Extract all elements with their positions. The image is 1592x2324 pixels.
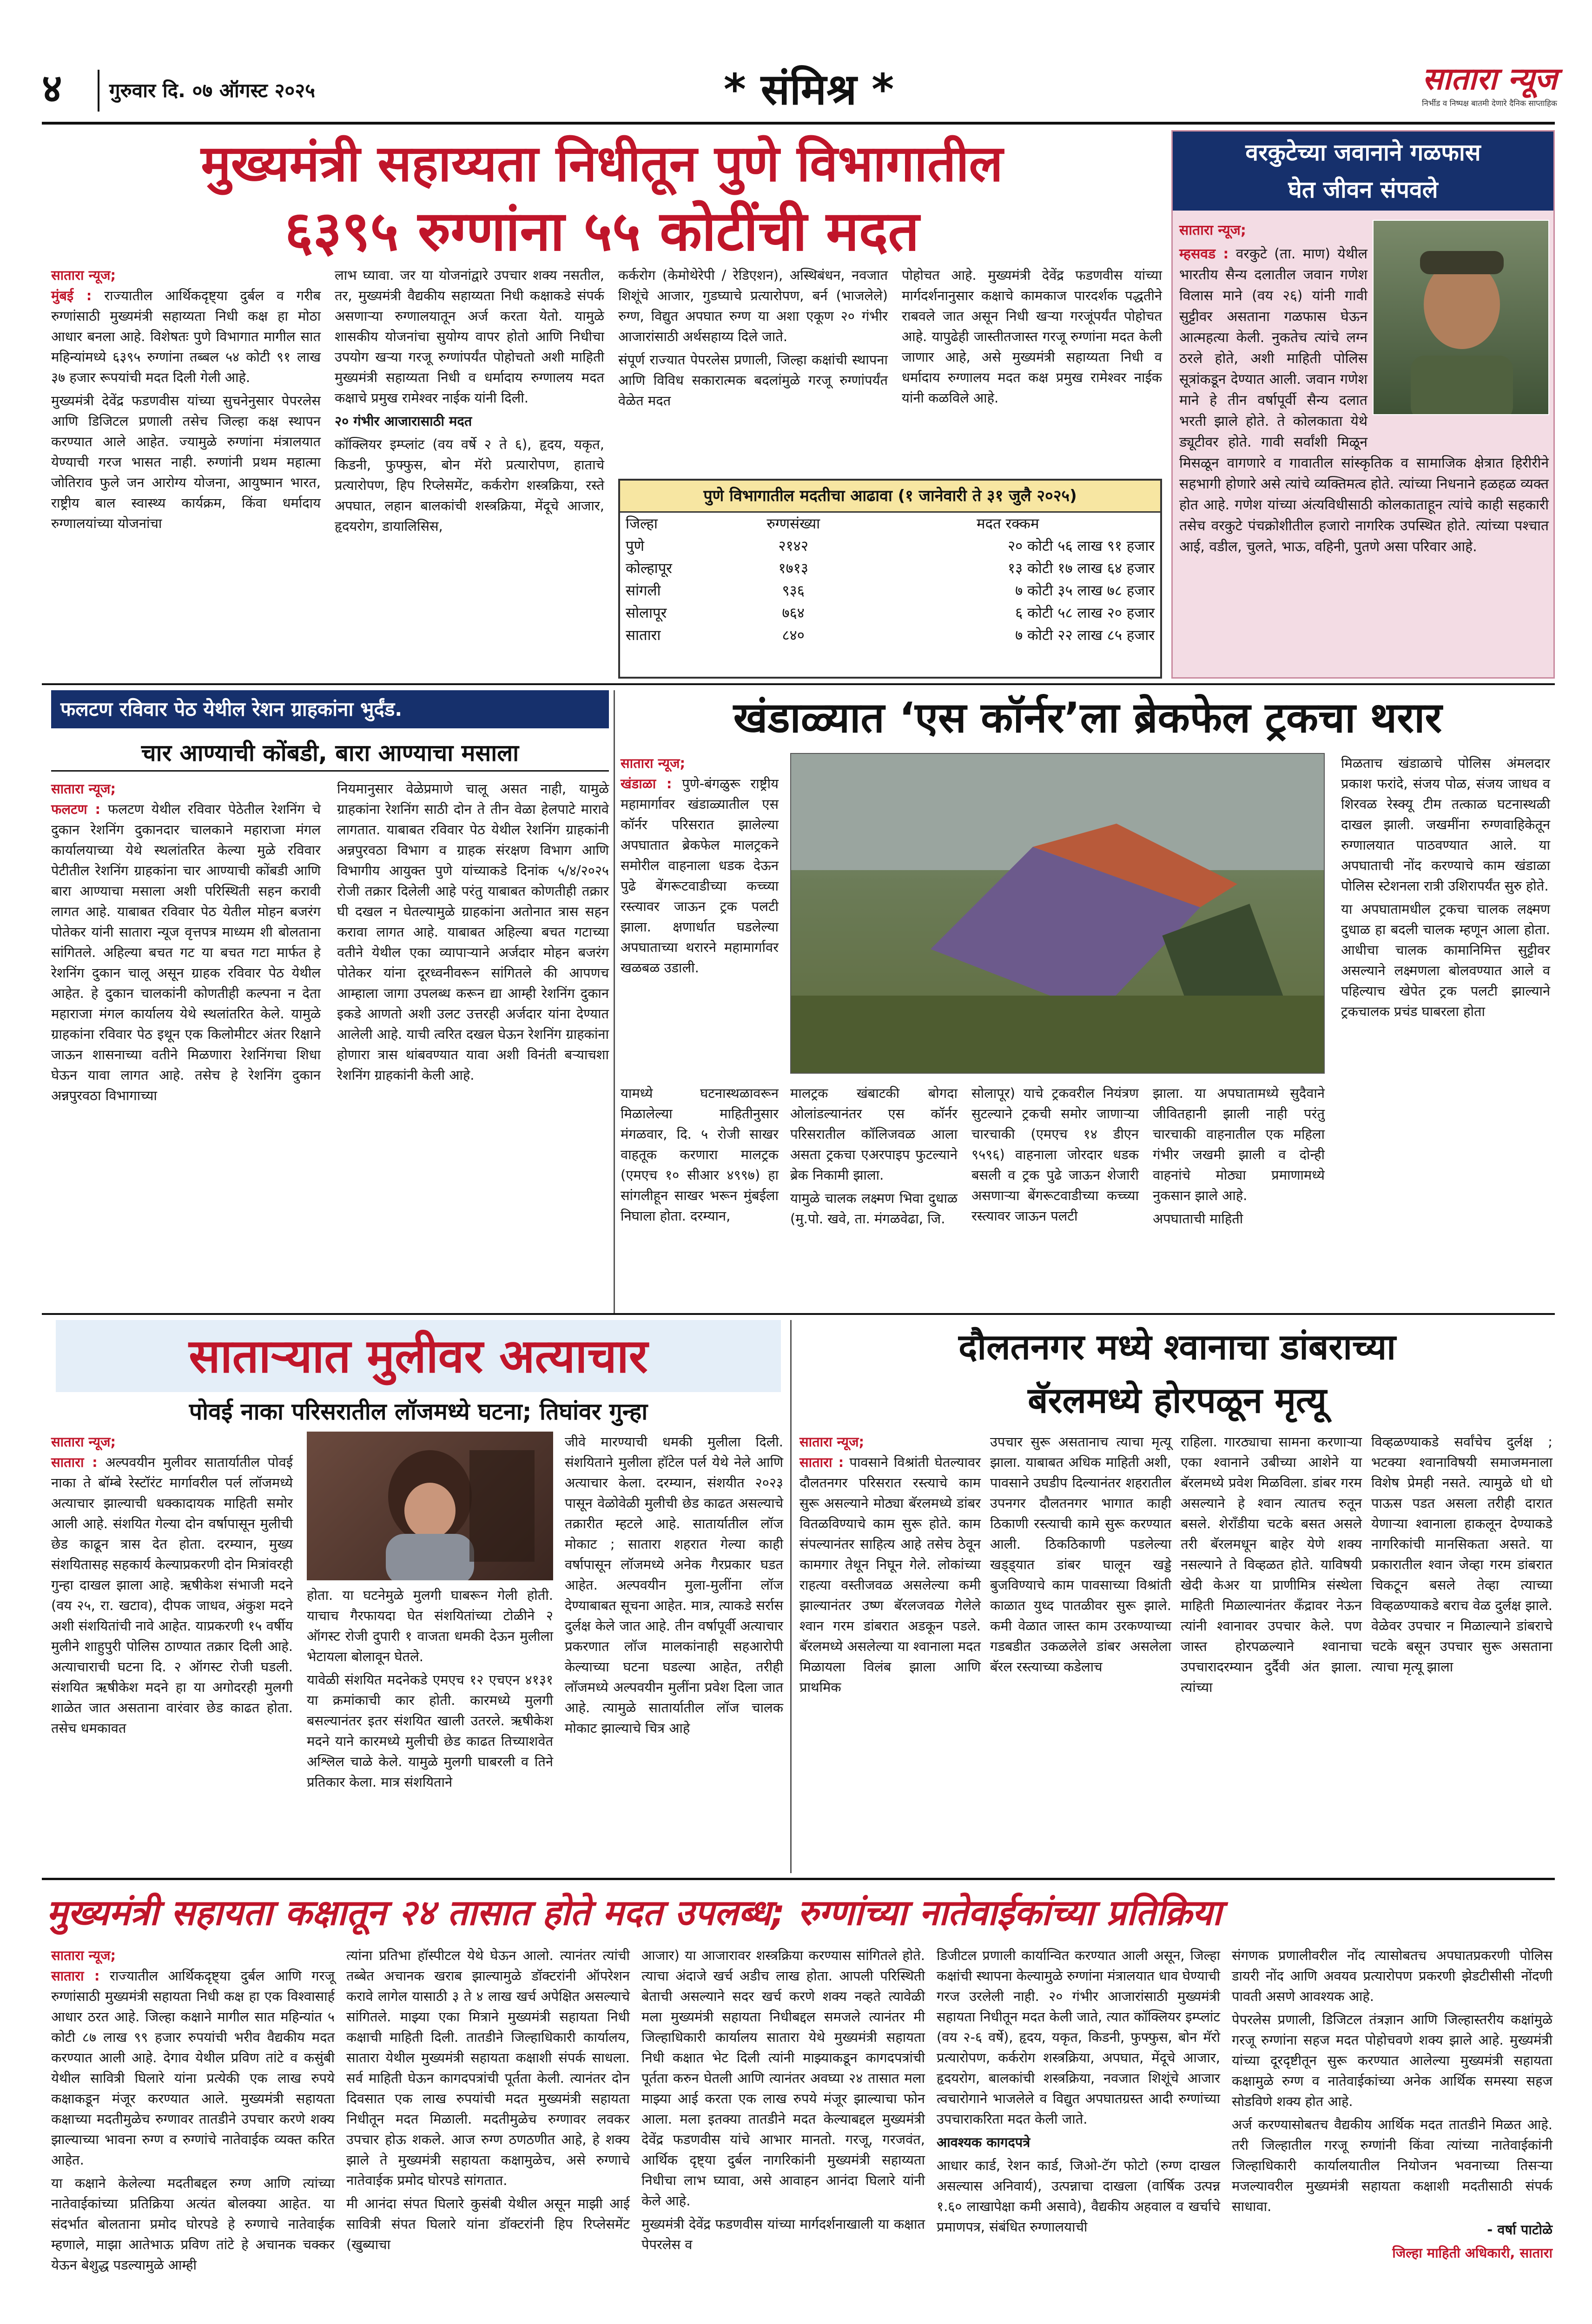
story6-column-2: उपचार सुरू असतानाच त्याचा मृत्यू झाला. याबाबत अधिक माहिती अशी, पावसाने उघडीप दिल्यानंतर शहरातील उपनगर दौलतनगर भागात काही ठिकाणी रस्त्याची कामे सुरू करण्यात आली. ठिकठिकाणी पडलेल्या खड्ड्यात डांबर घालून खड्डे बुजविण्याचे काम पावसाच्या विश्रांती काळात युध्द पातळीवर सुरू झाले. कमी वेळात जास्त काम उरकण्याच्या गडबडीत उकळलेले डांबर असलेला बॅरल रस्त्याच्या कडेलाच: [990, 1434, 1176, 1675]
table-row: सातारा ८४० ७ कोटी २२ लाख ८५ हजार: [626, 627, 1155, 644]
story3-column-2: नियमानुसार वेळेप्रमाणे चालू असत नाही, यामुळे ग्राहकांना रेशनिंग साठी दोन ते तीन वेळा हेलपाटे मारावे लागतात. याबाबत रविवार पेठ येथील रेशनिंग ग्राहकांनी अन्नपुरवठा विभाग व ग्राहक संरक्षण विभाग आणि विभागीय आयुक्त पुणे यांच्याकडे दिनांक ५/४/२०२५ रोजी तक्रार दिलेली आहे परंतु याबाबत कोणतीही तक्रार घी दखल न घेतल्यामुळे ग्राहकांना अतोनात त्रास सहन करावा लागत आहे. याबाबत अहिल्या बचत गटाच्या वतीने येथील एका व्यापाऱ्याने अर्जदार मोहन बजरंग पोतेकर यांना दूरध्वनीवरून सांगितले की आपणच आम्हाला जागा उपलब्ध करून द्या आम्ही रेशनिंग दुकान इकडे आणतो अशी उलट उत्तरही अर्जदार यांना देण्यात आलेली आहे. याची त्वरित दखल घेऊन रेशनिंग ग्राहकांना होणारा त्रास थांबवण्यात यावा अशी विनंती बऱ्याचशा रेशनिंग ग्राहकांनी केली आहे.: [337, 781, 614, 1083]
story4-column-3: सोलापूर) याचे ट्रकवरील नियंत्रण सुटल्याने ट्रकची समोर जाणाऱ्या चारचाकी (एमएच १४ डीएन ९५९६) वाहनाला जोरदार धडक बसली व ट्रक पुढे जाऊन शेजारी असणाऱ्या बेंगरूटवाडीच्या कच्च्या रस्त्यावर जाऊन पलटी: [971, 1085, 1143, 1224]
story3-headline: चार आण्याची कोंबडी, बारा आण्याचा मसाला: [51, 734, 609, 772]
story5-column-1: सातारा न्यूज; सातारा : अल्पवयीन मुलीवर सातार्यातील पोवई नाका ते बॉम्बे रेस्टॉरंट मार्गावरील पर्ल लॉजमध्ये अत्याचार झाल्याची धक्कादायक माहिती समोर आली आहे. संशयित गेल्या दोन वर्षापासून मुलीची छेड काढून त्रास देत होता. दरम्यान, मुख्य संशयितासह सहकार्य केल्याप्रकरणी दोन मित्रांवरही गुन्हा दाखल झाला आहे. ऋषीकेश संभाजी मदने (वय २५, रा. खटाव), दीपक जाधव, अंकुश मदने अशी संशयितांची नावे आहेत. याप्रकरणी १५ वर्षीय मुलीने शाहुपुरी पोलिस ठाण्यात तक्रार दिली आहे. अत्याचाराची घटना दि. २ ऑगस्ट रोजी घडली. संशयित ऋषीकेश मदने हा या अगोदरही मुलगी शाळेत जात असताना वारंवार छेड काढत होता. तसेच धमकावत: [51, 1434, 297, 1736]
overturned-truck-icon: [791, 754, 1325, 1074]
story5-headline: साताऱ्यात मुलीवर अत्याचार: [56, 1320, 781, 1392]
story4-column-4: झाला. या अपघातामध्ये सुदैवाने जीवितहानी झाली नाही परंतु चारचाकी वाहनातील एक महिला गंभीर जखमी झाली व दोन्ही वाहनांचे मोठ्या प्रमाणामध्ये नुकसान झाले आहे. अपघाताची माहिती: [1153, 1085, 1329, 1227]
author-title: जिल्हा माहिती अधिकारी, सातारा: [1392, 2245, 1552, 2261]
story5-column-3: जीवे मारण्याची धमकी मुलीला दिली. संशयिताने मुलीला हॉटेल पर्ल येथे नेले आणि अत्याचार केला. दरम्यान, संशयीत २०२३ पासून वेळोवेळी मुलीची छेड काढत असल्याचे तक्रारीत म्हटले आहे. सातार्यातील लॉज मोकाट ; सातारा शहरात गेल्या काही वर्षापासून लॉजमध्ये अनेक गैरप्रकार घडत आहेत. अल्पवयीन मुला-मुलींना लॉज देण्याबाबत सूचना आहेत. मात्र, त्याकडे सर्रास दुर्लक्ष केले जात आहे. तीन वर्षापूर्वी अत्याचार प्रकरणात लॉज मालकांनाही सहआरोपी केल्याच्या घटना घडल्या आहेत, तरीही लॉजमध्ये अल्पवयीन मुलींना प्रवेश दिला जात आहे. त्यामुळे सातार्यातील लॉज चालक मोकाट झाल्याचे चित्र आहे: [565, 1434, 788, 1736]
table-row: सांगली ९३६ ७ कोटी ३५ लाख ७८ हजार: [626, 582, 1155, 599]
story4-headline: खंडाळ्यात ‘एस कॉर्नर’ला ब्रेकफेल ट्रकचा थरार: [733, 693, 1442, 742]
truck-accident-photo: [790, 753, 1325, 1074]
story3-column-1: सातारा न्यूज; फलटण : फलटण येथील रविवार पेठेतील रेशनिंग चे दुकान रेशनिंग दुकानदार चालकाने महाराजा मंगल कार्यालयाच्या येथे स्थलांतरित केल्या मुळे रविवार पेटीतील रेशनिंग ग्राहकांना चार आण्याची कोंबडी आणि बारा आण्याचा मसाला अशी परिस्थिती सहन करावी लागत आहे. याबाबत रविवार पेठ येतील मोहन बजरंग पोतेकर यांनी सातारा न्यूज वृत्तपत्र माध्यम शी बोलताना सांगितले. अहिल्या बचत गट या बचत गटा मार्फत हे रेशनिंग दुकान चालू असून ग्राहक रविवार पेठ येथील आहेत. हे दुकान चालकांनी कोणतीही कल्पना न देता महाराजा मंगल कार्यालय येथे स्थलांतरित केले. यामुळे ग्राहकांना रविवार पेठ इथून एक किलोमीटर अंतर रिक्षाने जाऊन शासनाच्या वतीने मिळणारा रेशनिंगचा शिधा घेऊन यावा लागत आहे. तसेच हे रेशनिंग दुकान अन्नपुरवठा विभागाच्या: [51, 781, 325, 1103]
table-header-row: जिल्हा रुग्णसंख्या मदत रक्कम: [626, 515, 1039, 532]
author-name: - वर्षा पाटोळे: [1487, 2222, 1552, 2238]
story4-column-1: सातारा न्यूज; खंडाळा : पुणे-बंगळुरू राष्ट्रीय महामार्गावर खंडाळ्यातील एस कॉर्नर परिसरात झालेल्या अपघातात ब्रेकफेल मालट्रकने समोरील वाहनाला धडक देऊन पुढे बेंगरूटवाडीच्या कच्च्या रस्त्यावर जाऊन ट्रक पलटी झाला. क्षणार्धात घडलेल्या अपघाताच्या थरारने महामार्गावर खळबळ उडाली.: [621, 755, 783, 976]
story7-column-1: सातारा न्यूज; सातारा : राज्यातील आर्थिकदृष्ट्या दुर्बल आणि गरजू रुग्णांसाठी मुख्यमंत्री सहायता निधी कक्ष हा एक विश्वासार्ह आधार ठरत आहे. जिल्हा कक्षाने मागील सात महिन्यांत ५ कोटी ८७ लाख ९९ हजार रुपयांची भरीव वैद्यकीय मदत करण्यात आली आहे. देगाव येथील प्रविण तांटे व कसुंबी येथील सावित्री घिलारे यांना प्रत्येकी एक लाख रुपये कक्षाकडून मंजूर करण्यात आले. मुख्यमंत्री सहायता कक्षाच्या मदतीमुळेच रुग्णावर तातडीने उपचार करणे शक्य झाल्याच्या भावना रुग्ण व रुग्णांचे नातेवाईक व्यक्त करित आहेत. या कक्षाने केलेल्या मदतीबद्दल रुग्ण आणि त्यांच्या नातेवाईकांच्या प्रतिक्रिया अत्यंत बोलक्या आहेत. या संदर्भात बोलताना प्रमोद घोरपडे हे रुग्णाचे नातेवाईक म्हणाले, माझा आतेभाऊ प्रविण तांटे हे अचानक चक्कर येऊन बेशुद्ध पडल्यामुळे आम्ही: [51, 1948, 339, 2273]
story6-column-1: सातारा न्यूज; सातारा : पावसाने विश्रांती घेतल्यावर दौलतनगर परिसरात रस्त्याचे काम सुरू असल्याने मोठ्या बॅरलमध्ये डांबर वितळविण्याचे काम सुरू होते. काम संपल्यानंतर साहित्य आहे तसेच ठेवून कामगार तेथून निघून गेले. लोकांच्या राहत्या वस्तीजवळ असलेल्या कमी झाल्यानंतर उष्ण बॅरलजवळ गेलेले श्वान गरम डांबरात अडकून पडले. बॅरलमध्ये असलेल्या या श्वानाला मदत मिळायला विलंब झाला आणि प्राथमिक: [799, 1434, 985, 1695]
story2-headline: वरकुटेच्या जवानाने गळफास घेत जीवन संपवले: [1173, 132, 1553, 211]
story7-column-4: डिजीटल प्रणाली कार्यान्वित करण्यात आली असून, जिल्हा कक्षांची स्थापना केल्यामुळे रुग्णांना मंत्रालयात धाव घेण्याची गरज उरलेली नाही. २० गंभीर आजारांसाठी मुख्यमंत्री सहायता निधीतून मदत केली जाते, त्यात कॉक्लियर इम्प्लांट (वय २-६ वर्षे), हृदय, यकृत, किडनी, फुफ्फुस, बोन मॅरो प्रत्यारोपण, कर्करोग शस्त्रक्रिया, अपघात, मेंदूचे आजार, हृदयरोग, बालकांची शस्त्रक्रिया, नवजात शिशूंचे आजार त्वचारोगाने भाजलेले व विद्युत अपघातग्रस्त आदी रुग्णांच्या उपचाराकरिता मदत केली जाते. आवश्यक कागदपत्रे आधार कार्ड, रेशन कार्ड, जिओ-टॅग फोटो (रुग्ण दाखल असल्यास अनिवार्य), उत्पन्नाचा दाखला (वार्षिक उत्पन्न १.६० लाखापेक्षा कमी असावे), वैद्यकीय अहवाल व खर्चाचे प्रमाणपत्र, संबंधित रुग्णालयाची: [937, 1948, 1225, 2235]
table-row: कोल्हापूर १७१३ १३ कोटी १७ लाख ६४ हजार: [626, 560, 1155, 577]
story3-kicker: फलटण रविवार पेठ येथील रेशन ग्राहकांना भुर्दंड.: [51, 690, 609, 728]
story7-column-2: त्यांना प्रतिभा हॉस्पीटल येथे घेऊन आलो. त्यानंतर त्यांची तब्बेत अचानक खराब झाल्यामुळे डॉक्टरांनी ऑपरेशन करावे लागेल यासाठी ३ ते ४ लाख खर्च अपेक्षित असल्याचे सांगितले. माझ्या एका मित्राने मुख्यमंत्री सहायता निधी कक्षाची माहिती दिली. तातडीने जिल्हाधिकारी कार्यालय, सातारा येथील मुख्यमंत्री सहायता कक्षाशी संपर्क साधला. सर्व माहिती घेऊन कागदपत्रांची पूर्तता केली. त्यानंतर दोन दिवसात एक लाख रुपयांची मदत मुख्यमंत्री सहायता निधीतून मदत मिळाली. मदतीमुळेच रुग्णावर लवकर उपचार होऊ शकले. आज रुग्ण ठणठणीत आहे, हे शक्य झाले ते मुख्यमंत्री सहायता कक्षामुळेच, असे रुग्णाचे नातेवाईक प्रमोद घोरपडे सांगतात. मी आनंदा संपत घिलारे कुसंबी येथील असून माझी आई सावित्री संपत घिलारे यांना डॉक्टरांनी हिप रिप्लेसमेंट (खुब्याचा: [346, 1948, 634, 2252]
story1-column-4: पोहोचत आहे. मुख्यमंत्री देवेंद्र फडणवीस यांच्या मार्गदर्शनानुसार कक्षाचे कामकाज पारदर्शक पद्धतीने राबवले जात असून निधी खऱ्या गरजूंपर्यंत पोहोचत आहे. यापुढेही जास्तीतजास्त गरजू रुग्णांना मदत केली जाणार आहे, असे मुख्यमंत्री सहाय्यता निधी व धर्मादाय रुग्णालय मदत कक्ष प्रमुख रामेश्वर नाईक यांनी कळविले आहे.: [902, 267, 1167, 406]
page-number: ४: [42, 66, 62, 111]
story1-column-2: लाभ घ्यावा. जर या योजनांद्वारे उपचार शक्य नसतील, तर, मुख्यमंत्री वैद्यकीय सहाय्यता निधी कक्षाकडे संपर्क असणाऱ्या रुग्णालयातून अर्ज करता येतो. यामुळे शासकीय योजनांचा सुयोग्य वापर होतो आणि निधीचा उपयोग खऱ्या गरजू रुग्णांपर्यंत पोहोचतो अशी माहिती मुख्यमंत्री सहाय्यता निधी व धर्मादाय रुग्णालय मदत कक्षाचे प्रमुख रामेश्वर नाईक यांनी दिली. २० गंभीर आजारासाठी मदत कॉक्लियर इम्प्लांट (वय वर्षे २ ते ६), हृदय, यकृत, किडनी, फुफ्फुस, बोन मॅरो प्रत्यारोपण, हाताचे प्रत्यारोपण, हिप रिप्लेसमेंट, कर्करोग शस्त्रक्रिया, रस्ते अपघात, लहान बालकांची शस्त्रक्रिया, मेंदूचे आजार, हृदयरोग, डायालिसिस,: [335, 267, 609, 534]
story1-column-1: सातारा न्यूज; मुंबई : राज्यातील आर्थिकदृष्ट्या दुर्बल व गरीब रुग्णांसाठी मुख्यमंत्री सहाय्यता निधी कक्ष हा मोठा आधार बनला आहे. विशेषतः पुणे विभागात मागील सात महिन्यांमध्ये ६३९५ रुग्णांना तब्बल ५४ कोटी ९१ लाख ३७ हजार रूपयांची मदत दिली गेली आहे. मुख्यमंत्री देवेंद्र फडणवीस यांच्या सुचनेनुसार पेपरलेस आणि डिजिटल प्रणाली तसेच जिल्हा कक्ष स्थापन करण्यात आले आहेत. ज्यामुळे रुग्णांना मंत्रालयात येण्याची गरज भासत नाही. रुग्णांनी प्रथम महात्मा जोतिराव फुले जन आरोग्य योजना, आयुष्मान भारत, राष्ट्रीय बाल स्वास्थ्य कार्यक्रम, किंवा धर्मादाय रुग्णालयांच्या योजनांचा: [51, 267, 325, 531]
story4-column-1b: यामध्ये घटनास्थळावरून मिळालेल्या माहितीनुसार मंगळवार, दि. ५ रोजी साखर वाहतूक करणारा मालट्रक (एमएच १० सीआर ४९९७) हा सांगलीहून साखर भरून मुंबईला निघाला होता. दरम्यान,: [621, 1085, 783, 1224]
aid-table: [620, 513, 1160, 647]
table-row: पुणे २१४२ २० कोटी ५६ लाख ९१ हजार: [626, 538, 1155, 555]
distressed-girl-illustration: [307, 1432, 553, 1580]
story5-subhead: पोवई नाका परिसरातील लॉजमध्ये घटना; तिघांवर गुन्हा: [189, 1398, 648, 1425]
story1-headline: मुख्यमंत्री सहाय्यता निधीतून पुणे विभागातील ६३९५ रुग्णांना ५५ कोटींची मदत: [201, 135, 1003, 263]
crying-girl-icon: [307, 1432, 553, 1580]
story1-column-3: कर्करोग (केमोथेरेपी / रेडिएशन), अस्थिबंधन, नवजात शिशूंचे आजार, गुडघ्याचे प्रत्यारोपण, बर्न (भाजलेले) रुग्ण, विद्युत अपघात रुग्ण या अशा एकूण २० गंभीर आजारांसाठी अर्थसहाय्य दिले जाते. संपूर्ण राज्यात पेपरलेस प्रणाली, जिल्हा कक्षांची स्थापना आणि विविध सकारात्मक बदलांमुळे गरजू रुग्णांपर्यंत वेळेत मदत: [618, 267, 892, 409]
story7-headline: मुख्यमंत्री सहायता कक्षातून २४ तासात होते मदत उपलब्ध; रुग्णांच्या नातेवाईकांच्या प्रतिक्रिया: [46, 1892, 1222, 1933]
satara-news-logo: सातारा न्यूज निर्भीड व निष्पक्ष बातमी देणारे दैनिक साप्ताहिक: [1422, 61, 1557, 108]
story4-column-2: मालट्रक खंबाटकी बोगदा ओलांडल्यानंतर एस कॉर्नर परिसरातील कॉलिजवळ आला असता ट्रकचा एअरपाइप फुटल्याने ब्रेक निकामी झाला. यामुळे चालक लक्ष्मण भिवा दुधाळ (मु.पो. खवे, ता. मंगळवेढा, जि.: [790, 1085, 962, 1227]
story6-headline: दौलतनगर मध्ये श्वानाचा डांबराच्या बॅरलमध्ये होरपळून मृत्यू: [958, 1326, 1396, 1421]
story2-body: सातारा न्यूज; म्हसवड : वरकुटे (ता. माण) येथील भारतीय सैन्य दलातील जवान गणेश विलास माने (वय २६) यांनी गावी सुट्टीवर असताना गळफास घेऊन आत्महत्या केली. नुकतेच त्यांचे लग्न ठरले होते, अशी माहिती पोलिस सूत्रांकडून देण्यात आली. जवान गणेश माने हे तीन वर्षापूर्वी सैन्य दलात भरती झाले होते. ते कोलकाता येथे ड्यूटीवर होते. गावी सर्वांशी मिळून मिसळून वागणारे व गावातील सांस्कृतिक व सामाजिक क्षेत्रात हिरीरीने सहभागी होणारे असे त्यांचे व्यक्तिमत्व होते. त्यांच्या निधनाने हळहळ व्यक्त होत आहे. गणेश यांच्या अंत्यविधीसाठी कोलकाताहून त्यांचे काही सहकारी तसेच वरकुटे पंचक्रोशीतील हजारो नागरिक उपस्थित होते. त्यांच्या पश्चात आई, वडील, चुलते, भाऊ, वहिनी, पुतणे असा परिवार आहे.: [1179, 222, 1553, 555]
table-row: सोलापूर ७६४ ६ कोटी ५८ लाख २० हजार: [626, 605, 1155, 621]
story7-column-5: संगणक प्रणालीवरील नोंद त्यासोबतच अपघातप्रकरणी पोलिस डायरी नोंद आणि अवयव प्रत्यारोपण प्रकरणी झेडटीसीसी नोंदणी पावती असणे आवश्यक आहे. पेपरलेस प्रणाली, डिजिटल तंत्रज्ञान आणि जिल्हास्तरीय कक्षांमुळे गरजू रुग्णांना सहज मदत पोहोचवणे शक्य झाले आहे. मुख्यमंत्री यांच्या दूरदृष्टीतून सुरू करण्यात आलेल्या मुख्यमंत्री सहायता कक्षामुळे रुग्ण व नातेवाईकांच्या अनेक आर्थिक समस्या सहज सोडविणे शक्य होत आहे. अर्ज करण्यासोबतच वैद्यकीय आर्थिक मदत तातडीने मिळत आहे. तरी जिल्हातील गरजू रुग्णांनी किंवा त्यांच्या नातेवाईकांनी जिल्हाधिकारी कार्यालयातील नियोजन भवनाच्या तिसऱ्या मजल्यावरील मुख्यमंत्री सहायता कक्षाशी मदतीसाठी संपर्क साधावा. - वर्षा पाटोळे जिल्हा माहिती अधिकारी, सातारा: [1232, 1945, 1552, 2324]
story4-column-5: मिळताच खंडाळाचे पोलिस अंमलदार प्रकाश फरांदे, संजय पोळ, संजय जाधव व शिरवळ रेस्क्यू टीम तत्काळ घटनास्थळी दाखल झाली. जखमींना रुग्णवाहिकेतून रुग्णालयात पाठवण्यात आले. या अपघाताची नोंद करण्याचे काम खंडाळा पोलिस स्टेशनला रात्री उशिरापर्यंत सुरु होते. या अपघातामधील ट्रकचा चालक लक्ष्मण दुधाळ हा बदली चालक म्हणून आला होता. आधीचा चालक कामानिमित्त सुट्टीवर असल्याने लक्ष्मणला बोलवण्यात आले व पहिल्याच खेपेत ट्रक पलटी झाल्याने ट्रकचालक प्रचंड घाबरला होता: [1341, 755, 1555, 1019]
story2-box: [1171, 130, 1555, 679]
story5-column-2: होता. या घटनेमुळे मुलगी घाबरून गेली होती. याचाच गैरफायदा घेत संशयितांच्या टोळीने २ ऑगस्ट रोजी दुपारी १ वाजता धमकी देऊन मुलीला भेटायला बोलावून घेतले. यावेळी संशयित मदनेकडे एमएच १२ एचएन ४१३१ या क्रमांकाची कार होती. कारमध्ये मुलगी बसल्यानंतर इतर संशयित खाली उतरले. ऋषीकेश मदने याने कारमध्ये मुलीची छेड काढत तिच्याशवेत अश्लिल चाळे केले. यामुळे मुलगी घाबरली व तिने प्रतिकार केला. मात्र संशयिताने: [307, 1587, 558, 1790]
section-title: * संमिश्र *: [723, 65, 894, 114]
story6-column-3: राहिला. गारठ्याचा सामना करणाऱ्या एका श्वानाने उबीच्या आशेने या बॅरलमध्ये प्रवेश मिळविला. डांबर गरम असल्याने हे श्वान त्यातच रुतून बसले. शेराँडीया चटके बसत असले तरी बॅरलमधून बाहेर येणे शक्य नसल्याने ते विव्हळत होते. याविषयी खेदी केअर या प्राणीमित्र संस्थेला माहिती मिळाल्यानंतर कँद्रावर नेऊन त्यांनी श्वानावर उपचार केले. पण जास्त होरपळल्याने श्वानाचा उपचारादरम्यान दुर्दैवी अंत झाला. त्यांच्या: [1181, 1434, 1367, 1695]
masthead: [42, 60, 1555, 121]
story6-column-4: विव्हळण्याकडे सर्वांचेच दुर्लक्ष ; भटक्या श्वानाविषयी समाजमनाला विशेष प्रेमही नसते. त्यामुळे धो धो पाऊस पडत असला तरीही दारात येणाऱ्या श्वानाला हाकलून देण्याकडे नागरिकांची मानसिकता असते. या प्रकारातील श्वान जेव्हा गरम डांबरात चिकटून बसले तेव्हा त्याच्या विव्हळण्याकडे बराच वेळ दुर्लक्ष झाले. वेळेवर उपचार न मिळाल्याने डांबराचे चटके बसून उपचार सुरू असताना त्याचा मृत्यू झाला: [1371, 1434, 1557, 1675]
aid-summary-table: पुणे विभागातील मदतीचा आढावा (१ जानेवारी ते ३१ जुलै २०२५) जिल्हा रुग्णसंख्या मदत रक्कम पुणे २१४२ २० कोटी ५६ लाख ९१ हजार कोल्हापूर १७१३ १३ कोटी १७ लाख ६४ हजार सांगली ९३६ ७ कोटी ३५ लाख ७८ हजार सोलापूर ७६४ ६ कोटी ५८ लाख २० हजार सातारा ८४० ७ कोटी २२ लाख ८५ हजार: [618, 479, 1162, 679]
story7-column-3: आजार) या आजारावर शस्त्रक्रिया करण्यास सांगितले होते. त्याचा अंदाजे खर्च अडीच लाख होता. आपली परिस्थिती बेताची असल्याने सदर खर्च करणे शक्य नव्हते त्यावेळी मला मुख्यमंत्री सहायता निधीबद्दल समजले त्यानंतर मी जिल्हाधिकारी कार्यालय सातारा येथे मुख्यमंत्री सहायता निधी कक्षात भेट दिली त्यांनी माझ्याकडून कागदपत्रांची पूर्तता करुन घेतली आणि त्यानंतर अवघ्या २४ तासात मला माझ्या आई करता एक लाख रुपये मंजूर झाल्याचा फोन आला. मला इतक्या तातडीने मदत केल्याबद्दल मुख्यमंत्री देवेंद्र फडणवीस यांचे आभार मानतो. गरजू, गरजवंत, आर्थिक दृष्ट्या दुर्बल नागरिकांनी मुख्यमंत्री सहाय्यता निधीचा लाभ घ्यावा, असे आवाहन आनंदा घिलारे यांनी केले आहे. मुख्यमंत्री देवेंद्र फडणवीस यांच्या मार्गदर्शनाखाली या कक्षात पेपरलेस व: [641, 1948, 930, 2252]
masthead-rule: [42, 122, 1555, 125]
issue-date: गुरुवार दि. ०७ ऑगस्ट २०२५: [109, 79, 315, 102]
